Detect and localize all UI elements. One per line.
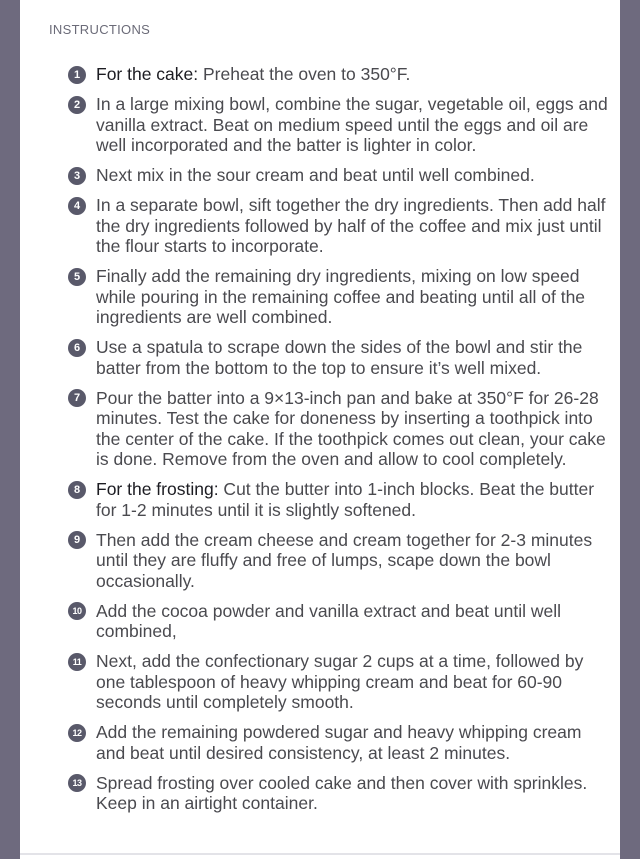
- step-text: Pour the batter into a 9×13-inch pan and bake at 350°F for 26-28 minutes. Test the cake for doneness by inserting a toothpick into the center of the cake. If the toothpick comes out clean, your cake is done. Remove from the oven and allow to cool completely.: [96, 387, 606, 469]
- instruction-list: [68, 64, 610, 823]
- instruction-step: [68, 266, 610, 328]
- step-text: Spread frosting over cooled cake and then cover with sprinkles. Keep in an airtight container.: [96, 772, 588, 813]
- instruction-step: [68, 388, 610, 470]
- instruction-step: [68, 165, 610, 186]
- step-number-badge: 3: [68, 167, 86, 185]
- instruction-step: [68, 64, 610, 85]
- step-number-badge: 10: [68, 602, 86, 620]
- step-text: Finally add the remaining dry ingredients, mixing on low speed while pouring in the remaining coffee and beating until all of the ingredients are well combined.: [96, 266, 586, 327]
- step-text: Next mix in the sour cream and beat until well combined.: [96, 165, 535, 185]
- bottom-divider: [20, 853, 620, 855]
- step-text: Use a spatula to scrape down the sides of the bowl and stir the batter from the bottom to the top to ensure it’s well mixed.: [96, 337, 583, 378]
- step-number-badge: 4: [68, 197, 86, 215]
- step-number-badge: 12: [68, 724, 86, 742]
- step-number-badge: 6: [68, 339, 86, 357]
- instruction-step: [68, 722, 610, 763]
- step-number-badge: 2: [68, 96, 86, 114]
- step-number-badge: 7: [68, 389, 86, 407]
- step-number-badge: 5: [68, 268, 86, 286]
- step-number-badge: 1: [68, 66, 86, 84]
- instruction-step: [68, 651, 610, 713]
- step-text: In a separate bowl, sift together the dry ingredients. Then add half the dry ingredients followed by half of the coffee and mix just until the flour starts to incorporate.: [96, 195, 606, 256]
- step-number-badge: 8: [68, 481, 86, 499]
- step-text: Cut the butter into 1-inch blocks. Beat the butter for 1-2 minutes until it is slightly softened.: [96, 479, 595, 520]
- step-lead: For the frosting:: [96, 479, 219, 499]
- instruction-step: [68, 94, 610, 156]
- step-number-badge: 13: [68, 774, 86, 792]
- instruction-step: [68, 337, 610, 378]
- instruction-step: [68, 773, 610, 814]
- step-number-badge: 11: [68, 653, 86, 671]
- step-text: Preheat the oven to 350°F.: [198, 64, 411, 84]
- instruction-step: [68, 601, 610, 642]
- instruction-step: [68, 479, 610, 520]
- section-title: INSTRUCTIONS: [49, 22, 151, 37]
- step-text: In a large mixing bowl, combine the sugar, vegetable oil, eggs and vanilla extract. Beat on medium speed until the eggs and oil are well incorporated and the batter is lighter in color.: [96, 94, 608, 155]
- step-text: Add the cocoa powder and vanilla extract and beat until well combined,: [96, 600, 562, 641]
- step-text: Next, add the confectionary sugar 2 cups at a time, followed by one tablespoon of heavy whipping cream and beat for 60-90 seconds until completely smooth.: [96, 651, 584, 712]
- step-text: Add the remaining powdered sugar and heavy whipping cream and beat until desired consistency, at least 2 minutes.: [96, 722, 582, 763]
- step-number-badge: 9: [68, 531, 86, 549]
- step-text: Then add the cream cheese and cream together for 2-3 minutes until they are fluffy and free of lumps, scape down the bowl occasionally.: [96, 529, 593, 591]
- instruction-step: [68, 195, 610, 257]
- instruction-step: [68, 530, 610, 592]
- step-lead: For the cake:: [96, 64, 199, 84]
